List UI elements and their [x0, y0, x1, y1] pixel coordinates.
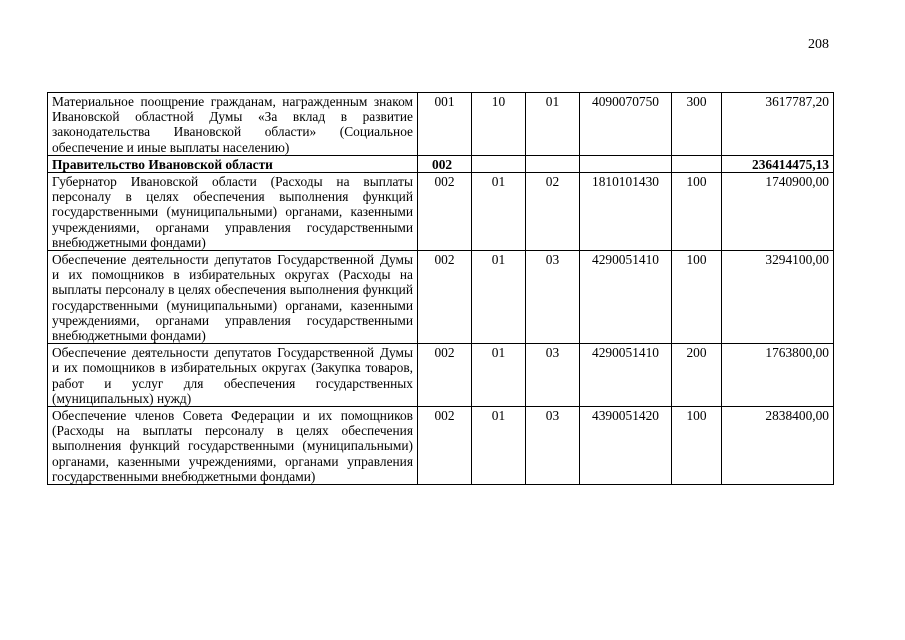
budget-table [47, 92, 834, 485]
row-section [472, 155, 526, 172]
row-subsection: 03 [526, 407, 580, 485]
row-grbs: 002 [418, 173, 472, 251]
table-row [48, 93, 834, 156]
row-amount: 2838400,00 [722, 407, 834, 485]
row-expense-type: 300 [672, 93, 722, 156]
table-row [48, 251, 834, 344]
row-section: 01 [472, 173, 526, 251]
row-amount: 236414475,13 [722, 155, 834, 172]
row-amount: 3294100,00 [722, 251, 834, 344]
row-subsection [526, 155, 580, 172]
row-grbs: 002 [418, 407, 472, 485]
row-grbs: 002 [418, 251, 472, 344]
row-subsection: 03 [526, 344, 580, 407]
row-target: 4090070750 [580, 93, 672, 156]
row-section: 01 [472, 407, 526, 485]
row-target: 4390051420 [580, 407, 672, 485]
table-row [48, 344, 834, 407]
row-amount: 1763800,00 [722, 344, 834, 407]
table-row [48, 173, 834, 251]
row-name: Губернатор Ивановской области (Расходы на выплаты персоналу в целях обеспечения выполнения функций государственными (муниципальными) органами, казенными учреждениями, органами управления государственными внебюджетными фондами) [48, 173, 418, 251]
row-section: 10 [472, 93, 526, 156]
row-section: 01 [472, 251, 526, 344]
row-grbs: 002 [418, 344, 472, 407]
row-subsection: 01 [526, 93, 580, 156]
row-target: 4290051410 [580, 251, 672, 344]
row-target [580, 155, 672, 172]
row-expense-type: 200 [672, 344, 722, 407]
page-number: 208 [808, 37, 829, 52]
row-name: Обеспечение членов Совета Федерации и их помощников (Расходы на выплаты персоналу в целях обеспечения выполнения функций государственными (муниципальными) органами, казенными учреждениями, органами управления государственными внебюджетными фондами) [48, 407, 418, 485]
row-target: 1810101430 [580, 173, 672, 251]
row-subsection: 03 [526, 251, 580, 344]
row-grbs: 002 [418, 155, 472, 172]
table-row [48, 155, 834, 172]
table-row [48, 407, 834, 485]
row-expense-type: 100 [672, 173, 722, 251]
row-name: Правительство Ивановской области [48, 155, 418, 172]
row-expense-type: 100 [672, 251, 722, 344]
row-amount: 1740900,00 [722, 173, 834, 251]
row-name: Обеспечение деятельности депутатов Государственной Думы и их помощников в избирательных округах (Расходы на выплаты персоналу в целях обеспечения выполнения функций государственными (муниципальными) органами, казенными учреждениями, органами управления государственными внебюджетными фондами) [48, 251, 418, 344]
row-expense-type: 100 [672, 407, 722, 485]
row-expense-type [672, 155, 722, 172]
row-subsection: 02 [526, 173, 580, 251]
row-name: Обеспечение деятельности депутатов Государственной Думы и их помощников в избирательных округах (Закупка товаров, работ и услуг для обеспечения государственных (муниципальных) нужд) [48, 344, 418, 407]
row-section: 01 [472, 344, 526, 407]
row-grbs: 001 [418, 93, 472, 156]
row-name: Материальное поощрение гражданам, награжденным знаком Ивановской областной Думы «За вклад в развитие законодательства Ивановской области» (Социальное обеспечение и иные выплаты населению) [48, 93, 418, 156]
row-target: 4290051410 [580, 344, 672, 407]
row-amount: 3617787,20 [722, 93, 834, 156]
